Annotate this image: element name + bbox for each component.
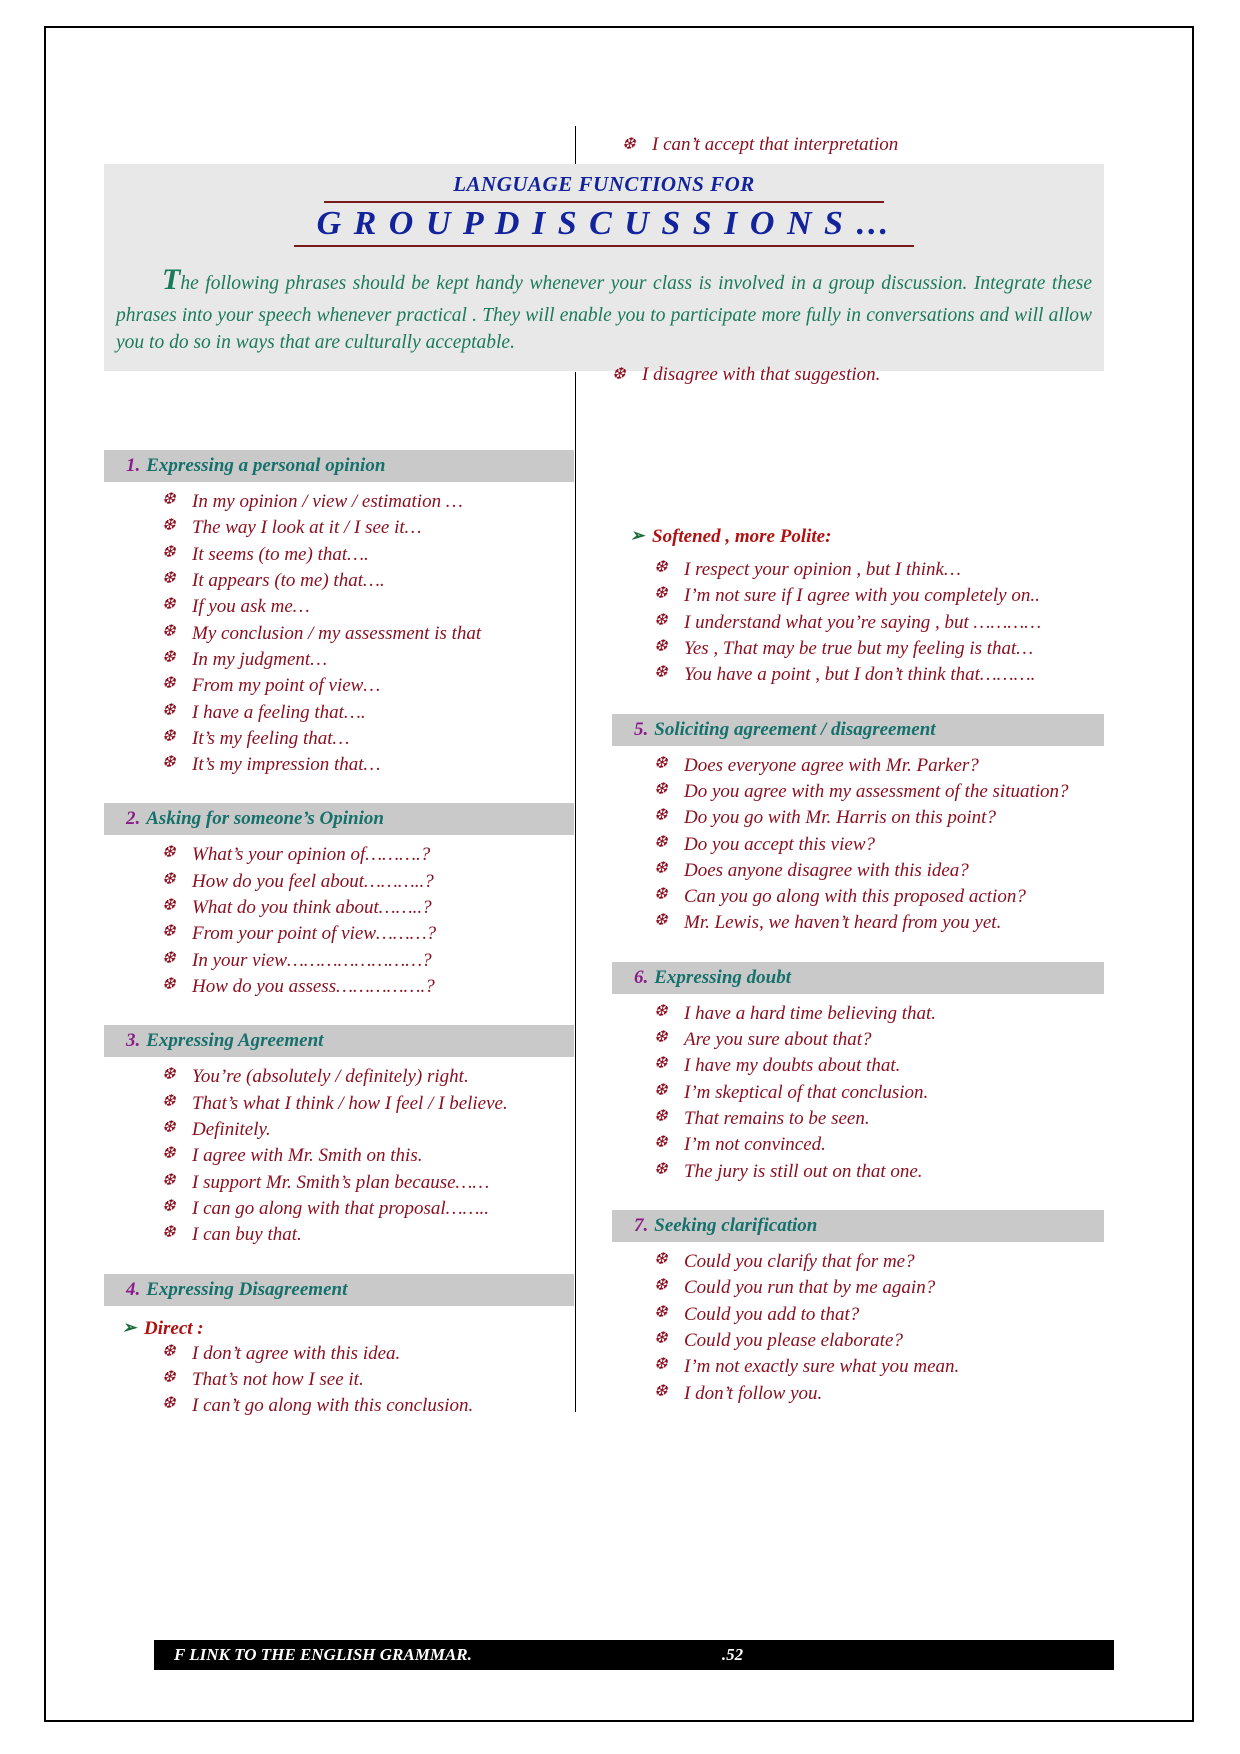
bullet-icon: ❆ — [654, 1277, 668, 1295]
footer-page-number: .52 — [721, 1645, 744, 1664]
list-item-text: What do you think about……..? — [192, 897, 432, 919]
list-item-text: It’s my feeling that… — [192, 727, 350, 749]
list-item — [162, 1394, 574, 1418]
list-item-text: Can you go along with this proposed action? — [684, 886, 1026, 908]
list-item — [654, 754, 1104, 778]
list-item-text: Do you go with Mr. Harris on this point? — [684, 807, 996, 829]
bullet-icon: ❆ — [162, 727, 176, 745]
list-item — [654, 911, 1104, 935]
list-item-text: If you ask me… — [192, 596, 310, 618]
list-item-text: It appears (to me) that…. — [192, 569, 385, 591]
right-column — [612, 364, 1104, 1408]
list-item — [162, 949, 574, 973]
list-item-text: Could you clarify that for me? — [684, 1250, 915, 1272]
list-item-text: Does anyone disagree with this idea? — [684, 859, 969, 881]
section-3-list — [104, 1065, 574, 1247]
page-title: G R O U P D I S C U S S I O N S … — [316, 205, 892, 242]
bullet-icon: ❆ — [162, 648, 176, 666]
list-item — [654, 1028, 1104, 1052]
header-subtitle: LANGUAGE FUNCTIONS FOR — [453, 172, 755, 196]
list-item-text: Do you accept this view? — [684, 833, 876, 855]
bullet-icon: ❆ — [162, 622, 176, 640]
list-item — [162, 648, 574, 672]
list-item — [654, 1329, 1104, 1353]
list-item — [162, 674, 574, 698]
list-item — [162, 922, 574, 946]
list-item — [654, 1054, 1104, 1078]
list-item — [162, 975, 574, 999]
list-item-text: From your point of view………? — [192, 923, 437, 945]
list-item — [162, 490, 574, 514]
list-item-text: In your view……………………? — [192, 949, 432, 971]
list-item — [654, 558, 1104, 582]
list-item — [162, 595, 574, 619]
list-item-text: How do you assess…………….? — [192, 976, 435, 997]
page-footer — [154, 1640, 1114, 1670]
bullet-icon: ❆ — [654, 754, 668, 772]
bullet-icon: ❆ — [654, 1055, 668, 1073]
list-item-text: I don’t agree with this idea. — [192, 1342, 401, 1364]
section-7-list — [612, 1250, 1104, 1406]
section-heading-4 — [104, 1274, 574, 1306]
section-title: Expressing Disagreement — [146, 1278, 348, 1300]
list-item — [654, 806, 1104, 830]
bullet-icon: ❆ — [162, 701, 176, 719]
section-title: Asking for someone’s Opinion — [146, 808, 384, 830]
bullet-icon: ❆ — [162, 517, 176, 535]
bullet-icon: ❆ — [654, 1081, 668, 1099]
section-heading-1 — [104, 450, 574, 482]
list-item-text: I have a feeling that…. — [192, 701, 366, 723]
bullet-icon: ❆ — [162, 1224, 176, 1242]
subsection-title: Softened , more Polite: — [652, 526, 832, 547]
list-item — [162, 1065, 574, 1089]
list-item — [162, 1118, 574, 1142]
bullet-icon: ❆ — [654, 1382, 668, 1400]
list-item-text: Does everyone agree with Mr. Parker? — [684, 754, 979, 776]
orphan-line-top — [622, 134, 1132, 156]
list-item-text: Are you sure about that? — [684, 1029, 872, 1051]
list-item-text: Mr. Lewis, we haven’t heard from you yet. — [684, 912, 1002, 934]
list-item-text: It’s my impression that… — [192, 754, 381, 776]
bullet-icon: ❆ — [162, 949, 176, 967]
footer-title: F LINK TO THE ENGLISH GRAMMAR. — [174, 1645, 472, 1664]
bullet-icon: ❆ — [654, 912, 668, 930]
left-column — [104, 424, 574, 1420]
page-border — [44, 26, 1194, 1722]
list-item — [162, 843, 574, 867]
bullet-icon: ❆ — [162, 1368, 176, 1386]
spacer — [612, 364, 1104, 514]
list-item — [654, 1276, 1104, 1300]
bullet-icon: ❆ — [162, 754, 176, 772]
list-item-text: Definitely. — [192, 1118, 271, 1140]
bullet-icon: ❆ — [162, 675, 176, 693]
list-item-text: I don’t follow you. — [684, 1382, 823, 1404]
orphan-top-text: I can’t accept that interpretation — [652, 134, 899, 155]
list-item-text: In my judgment… — [192, 648, 328, 670]
bullet-icon: ❆ — [654, 1160, 668, 1178]
bullet-icon: ❆ — [162, 1066, 176, 1084]
list-item — [654, 859, 1104, 883]
bullet-icon: ❆ — [162, 897, 176, 915]
list-item-text: That’s not how I see it. — [192, 1368, 364, 1390]
bullet-icon: ❆ — [162, 1171, 176, 1189]
section-6-list — [612, 1002, 1104, 1184]
section-5-list — [612, 754, 1104, 936]
section-1-list — [104, 490, 574, 777]
bullet-icon: ❆ — [162, 1118, 176, 1136]
subsection-heading-softened — [612, 526, 1104, 548]
list-item-text: That remains to be seen. — [684, 1108, 870, 1129]
section-heading-7 — [612, 1210, 1104, 1242]
subsection-heading-direct — [104, 1318, 574, 1340]
list-item — [162, 569, 574, 593]
list-item-text: It seems (to me) that…. — [192, 543, 369, 565]
softened-list — [612, 558, 1104, 688]
list-item — [654, 1303, 1104, 1327]
list-item-text: Do you agree with my assessment of the situation? — [684, 780, 1069, 802]
list-item — [162, 1144, 574, 1168]
list-item — [162, 870, 574, 894]
section-title: Expressing doubt — [654, 966, 791, 988]
bullet-icon: ❆ — [654, 559, 668, 576]
list-item — [162, 516, 574, 540]
bullet-icon: ❆ — [162, 1342, 176, 1360]
list-item — [654, 885, 1104, 909]
section-title: Expressing a personal opinion — [146, 455, 386, 476]
list-item — [654, 1081, 1104, 1105]
intro-paragraph — [104, 259, 1104, 357]
bullet-icon: ❆ — [622, 136, 636, 153]
title-banner — [104, 164, 1104, 371]
bullet-icon: ❆ — [654, 833, 668, 851]
list-item-text: Could you please elaborate? — [684, 1329, 903, 1351]
bullet-icon: ❆ — [654, 637, 668, 655]
section-number: 2. — [126, 808, 141, 830]
section-number: 5. — [634, 718, 649, 740]
section-title: Seeking clarification — [654, 1214, 818, 1236]
list-item — [654, 663, 1104, 687]
list-item — [654, 833, 1104, 857]
section-heading-2 — [104, 803, 574, 835]
section-number: 3. — [126, 1030, 141, 1052]
list-item-text: That’s what I think / how I feel / I believe. — [192, 1092, 508, 1114]
bullet-icon: ❆ — [654, 1134, 668, 1152]
list-item-text: I’m not convinced. — [684, 1134, 826, 1156]
intro-dropcap: T — [162, 263, 181, 296]
bullet-icon: ❆ — [654, 1356, 668, 1374]
bullet-icon: ❆ — [654, 1329, 668, 1347]
section-number: 7. — [634, 1214, 649, 1236]
list-item-text: You have a point , but I don’t think that………. — [684, 664, 1036, 686]
list-item — [654, 780, 1104, 804]
section-heading-5 — [612, 714, 1104, 746]
list-item — [654, 637, 1104, 661]
section-heading-6 — [612, 962, 1104, 994]
list-item-text: What’s your opinion of……….? — [192, 844, 431, 866]
list-item — [654, 1107, 1104, 1131]
list-item — [162, 1197, 574, 1221]
bullet-icon: ❆ — [612, 366, 626, 383]
orphan-right-text: I disagree with that suggestion. — [642, 364, 881, 385]
bullet-icon: ❆ — [654, 1108, 668, 1125]
section-number: 6. — [634, 966, 649, 988]
bullet-icon: ❆ — [162, 1197, 176, 1215]
list-item — [162, 1171, 574, 1195]
list-item — [162, 543, 574, 567]
section-title: Soliciting agreement / disagreement — [654, 718, 936, 740]
list-item-text: I can buy that. — [192, 1224, 302, 1246]
header-rule-top — [324, 201, 884, 203]
list-item — [162, 727, 574, 751]
list-item — [162, 896, 574, 920]
bullet-icon: ❆ — [162, 1092, 176, 1110]
section-heading-3 — [104, 1025, 574, 1057]
section-title: Expressing Agreement — [146, 1030, 324, 1052]
subsection-title: Direct : — [144, 1317, 204, 1339]
list-item-text: I have my doubts about that. — [684, 1055, 901, 1077]
list-item — [162, 701, 574, 725]
list-item-text: How do you feel about………..? — [192, 870, 434, 892]
list-item-text: I’m not sure if I agree with you completely on.. — [684, 585, 1040, 607]
bullet-icon: ❆ — [162, 870, 176, 888]
list-item-text: You’re (absolutely / definitely) right. — [192, 1066, 469, 1088]
column-divider-top — [575, 126, 576, 168]
list-item-text: I respect your opinion , but I think… — [684, 559, 961, 580]
bullet-icon: ❆ — [162, 976, 176, 993]
list-item-text: I can’t go along with this conclusion. — [192, 1395, 474, 1417]
list-item-text: I understand what you’re saying , but ………… — [684, 611, 1042, 633]
bullet-icon: ❆ — [654, 1002, 668, 1020]
list-item — [654, 1002, 1104, 1026]
bullet-icon: ❆ — [654, 780, 668, 798]
bullet-icon: ❆ — [162, 491, 176, 508]
bullet-icon: ❆ — [654, 859, 668, 877]
list-item-text: Yes , That may be true but my feeling is that… — [684, 637, 1034, 659]
bullet-icon: ❆ — [162, 569, 176, 587]
section-2-list — [104, 843, 574, 999]
list-item-text: Could you add to that? — [684, 1303, 860, 1325]
list-item — [162, 1342, 574, 1366]
list-item-text: From my point of view… — [192, 675, 381, 697]
list-item — [162, 622, 574, 646]
list-item-text: I’m skeptical of that conclusion. — [684, 1081, 929, 1103]
bullet-icon: ❆ — [654, 886, 668, 904]
list-item-text: I have a hard time believing that. — [684, 1002, 937, 1024]
list-item — [654, 1382, 1104, 1406]
list-item-text: I can go along with that proposal…….. — [192, 1197, 489, 1219]
list-item — [162, 753, 574, 777]
list-item-text: In my opinion / view / estimation … — [192, 491, 463, 512]
list-item-text: My conclusion / my assessment is that — [192, 622, 482, 644]
intro-text: he following phrases should be kept handy whenever your class is involved in a group discussion. Integrate these phrases into your speech whenever practical . They will enable you to participate more fully in conversations and will allow you to do so in ways that are culturally acceptable. — [116, 273, 1092, 354]
list-item — [162, 1223, 574, 1247]
list-item-text: Could you run that by me again? — [684, 1277, 936, 1299]
list-item — [654, 1160, 1104, 1184]
list-item-text: I agree with Mr. Smith on this. — [192, 1145, 423, 1167]
bullet-icon: ❆ — [162, 596, 176, 614]
header-rule-bottom — [294, 245, 914, 247]
bullet-icon: ❆ — [654, 807, 668, 825]
bullet-icon: ❆ — [162, 923, 176, 941]
bullet-icon: ❆ — [654, 1250, 668, 1268]
bullet-icon: ❆ — [654, 611, 668, 629]
section-4-list — [104, 1342, 574, 1419]
list-item-text: The way I look at it / I see it… — [192, 517, 422, 539]
list-item — [654, 1355, 1104, 1379]
page-inner — [62, 42, 1176, 1706]
bullet-icon: ❆ — [162, 1395, 176, 1413]
bullet-icon: ❆ — [162, 844, 176, 862]
bullet-icon: ❆ — [654, 585, 668, 603]
list-item — [654, 1133, 1104, 1157]
list-item-text: The jury is still out on that one. — [684, 1160, 923, 1182]
list-item — [162, 1368, 574, 1392]
list-item-text: I’m not exactly sure what you mean. — [684, 1356, 960, 1378]
arrow-icon: ➢ — [630, 526, 645, 545]
bullet-icon: ❆ — [654, 1029, 668, 1047]
list-item — [654, 611, 1104, 635]
arrow-icon: ➢ — [122, 1317, 137, 1337]
bullet-icon: ❆ — [162, 1145, 176, 1163]
list-item — [654, 1250, 1104, 1274]
section-number: 4. — [126, 1278, 141, 1300]
list-item-text: I support Mr. Smith’s plan because…… — [192, 1171, 490, 1193]
section-number: 1. — [126, 455, 141, 476]
list-item — [654, 584, 1104, 608]
bullet-icon: ❆ — [162, 543, 176, 561]
list-item — [162, 1092, 574, 1116]
column-divider — [575, 372, 576, 1412]
bullet-icon: ❆ — [654, 1303, 668, 1321]
bullet-icon: ❆ — [654, 664, 668, 682]
